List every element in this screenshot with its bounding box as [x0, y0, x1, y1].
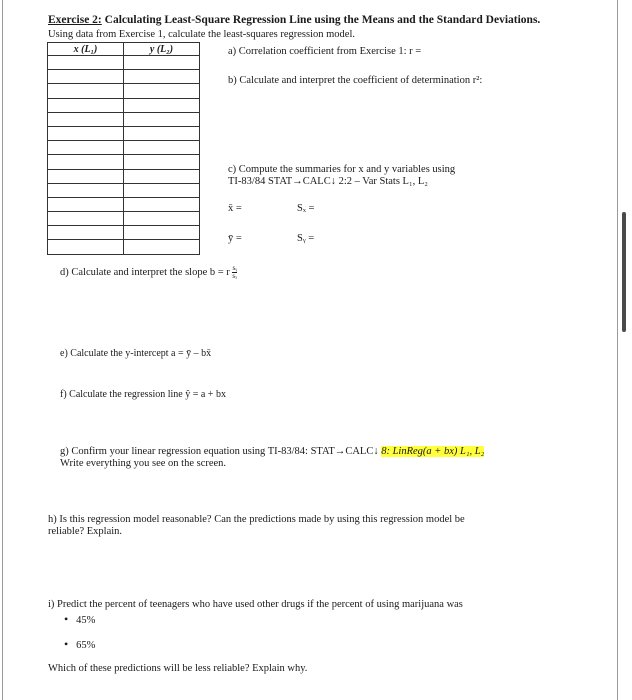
exercise-title-text: Calculating Least-Square Regression Line using the Means and the Standard Deviations. [101, 14, 541, 26]
table-row [48, 112, 200, 126]
sy-label: Sᵧ = [297, 233, 315, 244]
y-cell[interactable] [124, 169, 200, 183]
y-cell[interactable] [124, 84, 200, 98]
bullet-65 [64, 637, 95, 652]
x-cell[interactable] [48, 126, 124, 140]
exercise-title [48, 14, 540, 26]
table-row [48, 240, 200, 254]
y-cell[interactable] [124, 155, 200, 169]
x-cell[interactable] [48, 84, 124, 98]
table-row [48, 56, 200, 70]
sx-label: Sₓ = [297, 203, 315, 214]
y-cell[interactable] [124, 112, 200, 126]
question-i: i) Predict the percent of teenagers who have used other drugs if the percent of using marijuana was [48, 599, 463, 610]
question-b: b) Calculate and interpret the coefficient of determination r²: [228, 75, 483, 86]
question-g [60, 446, 484, 457]
table-row [48, 197, 200, 211]
table-body [48, 56, 200, 255]
y-cell[interactable] [124, 197, 200, 211]
x-bar-label: x̄ = [228, 203, 242, 214]
question-i-final: Which of these predictions will be less reliable? Explain why. [48, 663, 308, 674]
y-cell[interactable] [124, 183, 200, 197]
y-cell[interactable] [124, 141, 200, 155]
y-bar-label: ȳ = [228, 233, 242, 244]
header-y: y (L₂) [124, 43, 200, 56]
bullet-65-text: 65% [76, 640, 96, 651]
question-f: f) Calculate the regression line ŷ = a + bx [60, 389, 226, 400]
table-row [48, 141, 200, 155]
x-cell[interactable] [48, 112, 124, 126]
y-cell[interactable] [124, 226, 200, 240]
y-cell[interactable] [124, 98, 200, 112]
exercise-title-prefix: Exercise 2: [48, 14, 102, 26]
page-right-border [617, 0, 618, 700]
table-row [48, 183, 200, 197]
x-cell[interactable] [48, 197, 124, 211]
question-h-cont: reliable? Explain. [48, 526, 123, 537]
x-cell[interactable] [48, 56, 124, 70]
x-cell[interactable] [48, 226, 124, 240]
question-e: e) Calculate the y-intercept a = ȳ – bx̄ [60, 348, 212, 359]
question-d-text: d) Calculate and interpret the slope b = r [60, 266, 230, 278]
table-row [48, 212, 200, 226]
x-cell[interactable] [48, 98, 124, 112]
x-cell[interactable] [48, 169, 124, 183]
question-d [60, 265, 237, 280]
scrollbar-thumb[interactable] [622, 212, 626, 332]
table-row [48, 155, 200, 169]
slope-fraction [232, 265, 237, 280]
table-row [48, 226, 200, 240]
page-left-border [2, 0, 3, 700]
question-g-text: g) Confirm your linear regression equation using TI-83/84: STAT→CALC↓ [60, 446, 379, 457]
y-cell[interactable] [124, 70, 200, 84]
data-table [47, 42, 200, 255]
instructions: Using data from Exercise 1, calculate the least-squares regression model. [48, 29, 356, 40]
y-cell[interactable] [124, 212, 200, 226]
x-cell[interactable] [48, 70, 124, 84]
table-row [48, 84, 200, 98]
y-cell[interactable] [124, 126, 200, 140]
question-h: h) Is this regression model reasonable? Can the predictions made by using this regression model be [48, 514, 465, 525]
table-row [48, 98, 200, 112]
bullet-dot-icon: • [64, 612, 69, 626]
table-row [48, 70, 200, 84]
table-row [48, 126, 200, 140]
question-c: c) Compute the summaries for x and y variables using [228, 164, 456, 175]
bullet-45-text: 45% [76, 615, 96, 626]
question-c-calc: TI-83/84 STAT→CALC↓ 2:2 – Var Stats L₁, L₂ [228, 176, 428, 187]
x-cell[interactable] [48, 141, 124, 155]
x-cell[interactable] [48, 155, 124, 169]
linreg-highlight: 8: LinReg(a + bx) L₁, L₂ [381, 446, 485, 457]
x-cell[interactable] [48, 240, 124, 254]
fraction-denominator: sₓ [232, 272, 238, 280]
header-x: x (L₁) [48, 43, 124, 56]
x-cell[interactable] [48, 212, 124, 226]
bullet-45 [64, 612, 95, 627]
y-cell[interactable] [124, 56, 200, 70]
bullet-dot-icon: • [64, 637, 69, 651]
question-a: a) Correlation coefficient from Exercise 1: r = [228, 46, 422, 57]
fraction-numerator: sᵧ [232, 264, 238, 272]
y-cell[interactable] [124, 240, 200, 254]
question-g-instruction: Write everything you see on the screen. [60, 458, 227, 469]
table-row [48, 169, 200, 183]
table-header-row [48, 43, 200, 56]
x-cell[interactable] [48, 183, 124, 197]
